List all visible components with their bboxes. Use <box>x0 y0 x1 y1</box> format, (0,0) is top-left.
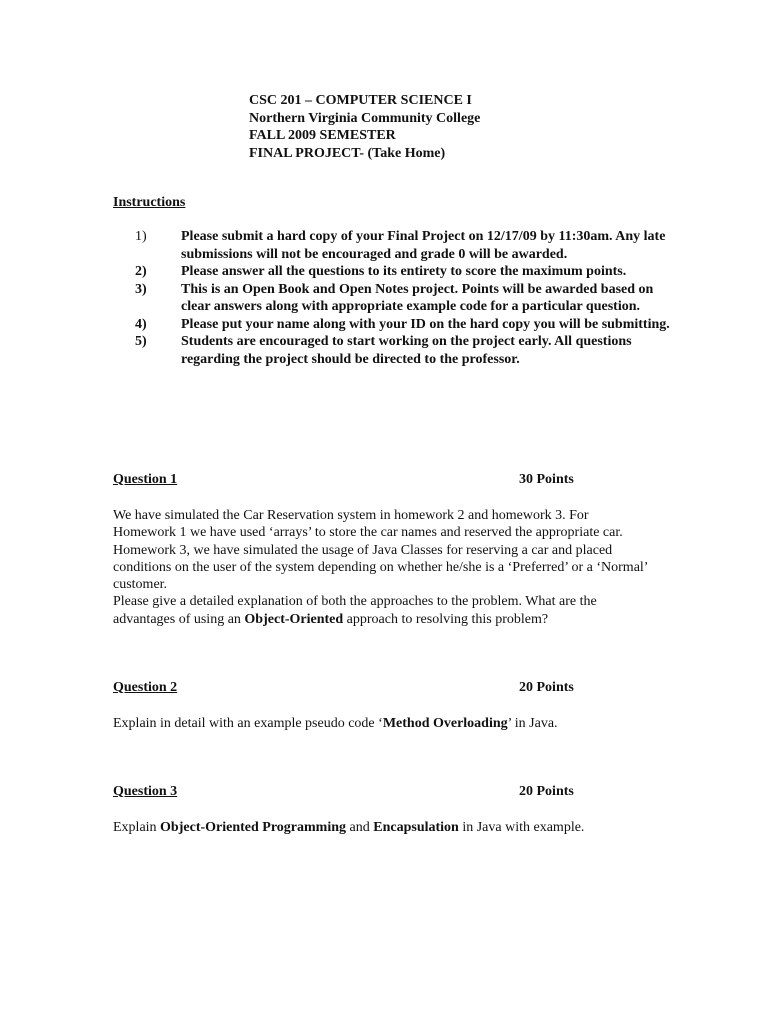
instruction-item <box>113 263 673 281</box>
question-1-title: Question 1 <box>113 472 178 487</box>
question-3-text-post: in Java with example. <box>458 820 585 835</box>
question-2-text-post: ’ in Java. <box>507 716 558 731</box>
question-2-text-bold: Method Overloading <box>382 716 508 731</box>
instruction-item <box>113 228 673 263</box>
question-3-text-pre: Explain <box>113 820 161 835</box>
instruction-number: 2) <box>135 264 147 279</box>
instruction-number: 5) <box>135 334 147 349</box>
instruction-item <box>113 281 673 316</box>
instruction-item <box>113 333 673 368</box>
question-2-points: 20 Points <box>519 680 574 695</box>
question-2-text-pre: Explain in detail with an example pseudo code ‘ <box>113 716 383 731</box>
question-2-text <box>113 715 653 732</box>
question-1-prompt-end: approach to resolving this problem? <box>343 611 549 627</box>
question-1-prompt <box>113 593 653 628</box>
instruction-number: 4) <box>135 316 147 332</box>
instructions-list <box>113 228 673 368</box>
instruction-item <box>113 316 673 334</box>
instruction-number: 3) <box>135 281 147 297</box>
college-name: Northern Virginia Community College <box>249 110 481 126</box>
instruction-text: Please submit a hard copy of your Final Project on 12/17/09 by 11:30am. Any late submissions will not be encouraged and grade 0 will be awarded. <box>181 229 666 262</box>
question-3-text <box>113 819 653 836</box>
question-3-text-mid: and <box>346 820 374 835</box>
question-1-points: 30 Points <box>519 472 574 487</box>
question-1-prompt-text: Please give a detailed explanation of both the approaches to the problem. What are the advantages of using an <box>113 594 597 627</box>
question-3-points: 20 Points <box>519 784 574 799</box>
instruction-number: 1) <box>135 229 147 244</box>
question-1-text: We have simulated the Car Reservation system in homework 2 and homework 3. For Homework 1 we have used ‘arrays’ to store the car names and reserved the appropriate car. Homework 3, we have simulated the usage of Java Classes for reserving a car and placed conditions on the user of the system depending on whether he/she is a ‘Preferred’ or a ‘Normal’ customer. <box>113 508 648 593</box>
question-2-title: Question 2 <box>113 680 178 695</box>
question-3-text-bold-1: Object-Oriented Programming <box>160 820 347 835</box>
instruction-text: Students are encouraged to start working on the project early. All questions regarding the project should be directed to the professor. <box>181 334 632 367</box>
course-title: CSC 201 – COMPUTER SCIENCE I <box>249 93 472 108</box>
question-1-body <box>113 507 653 628</box>
question-1-prompt-bold: Object-Oriented <box>244 611 344 627</box>
instructions-heading: Instructions <box>113 195 186 210</box>
document-header <box>249 92 480 162</box>
question-3-title: Question 3 <box>113 784 178 799</box>
project-title: FINAL PROJECT- (Take Home) <box>249 145 446 161</box>
instruction-text: This is an Open Book and Open Notes project. Points will be awarded based on clear answers along with appropriate example code for a particular question. <box>181 281 654 314</box>
instruction-text: Please put your name along with your ID on the hard copy you will be submitting. <box>181 316 670 332</box>
instruction-text: Please answer all the questions to its entirety to score the maximum points. <box>181 264 627 279</box>
semester: FALL 2009 SEMESTER <box>249 128 396 143</box>
question-3-text-bold-2: Encapsulation <box>373 820 459 835</box>
